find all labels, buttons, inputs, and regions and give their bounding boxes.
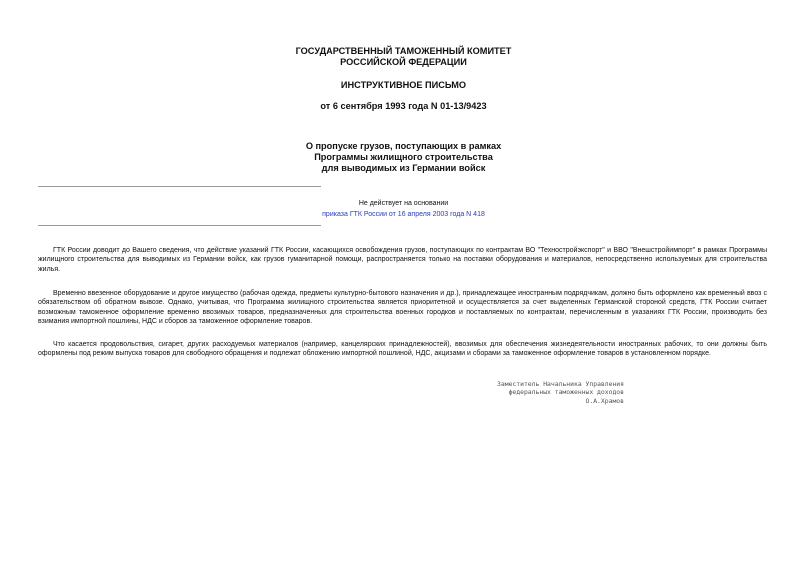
body-paragraph-2: Временно ввезенное оборудование и другое имущество (рабочая одежда, предметы культурно-бытового назначения и др.), принадлежащее иностранным подрядчикам, должно быть оформлено как временный ввоз с обязательством об обратном вывозе. Однако, учитывая, что Программа жилищного строительства является приоритетной и осуществляется за счет выделенных Германской стороной средств, ГТК России считает возможным таможенное оформление временно ввозимых товаров, предназначенных для строительства военных городков и поставляемых по контрактам, перечисленным в указаниях ГТК России, производить без взимания импортной пошлины, НДС и сборов за таможенное оформление товаров.	[38, 290, 767, 326]
document-type: ИНСТРУКТИВНОЕ ПИСЬМО	[340, 80, 467, 90]
subject-line3: для выводимых из Германии войск	[321, 163, 486, 173]
document-subject	[0, 141, 807, 174]
divider-top	[38, 186, 321, 187]
signature-title-line1: Заместитель Начальника Управления	[497, 380, 624, 388]
repeal-order-link[interactable]: приказа ГТК России от 16 апреля 2003 года N 418	[322, 211, 485, 218]
body-paragraph-1: ГТК России доводит до Вашего сведения, что действие указаний ГТК России, касающихся освобождения грузов, поступающих по контрактам ВО "Техностройэкспорт" и ВВО "Внешстройимпорт" в рамках Программы жилищного строительства для выводимых из Германии войск, как грузов гуманитарной помощи, распространяется только на поставки оборудования и материалов, непосредственно используемых для строительства жилья.	[38, 247, 767, 273]
agency-name-line2: РОССИЙСКОЙ ФЕДЕРАЦИИ	[340, 57, 467, 67]
agency-name-line1: ГОСУДАРСТВЕННЫЙ ТАМОЖЕННЫЙ КОМИТЕТ	[295, 46, 512, 56]
subject-line1: О пропуске грузов, поступающих в рамках	[305, 141, 502, 151]
status-link-container	[0, 209, 807, 220]
document-date-number: от 6 сентября 1993 года N 01-13/9423	[320, 101, 487, 111]
signature-block	[420, 380, 624, 405]
signature-name: О.А.Храмов	[585, 396, 624, 405]
body-paragraph-3: Что касается продовольствия, сигарет, других расходуемых материалов (например, канцелярских принадлежностей), ввозимых для обеспечения жизнедеятельности иностранных рабочих, то они должны быть оформлены под режим выпуска товаров для свободного обращения и подлежат обложению импортной пошлиной, НДС, акцизами и сборами за таможенное оформление товаров в установленном порядке.	[38, 341, 767, 358]
signature-title-line2: федеральных таможенных доходов	[508, 388, 624, 397]
status-text: Не действует на основании	[358, 200, 449, 207]
document-header	[0, 46, 807, 68]
subject-line2: Программы жилищного строительства	[314, 152, 493, 162]
divider-bottom	[38, 225, 321, 226]
